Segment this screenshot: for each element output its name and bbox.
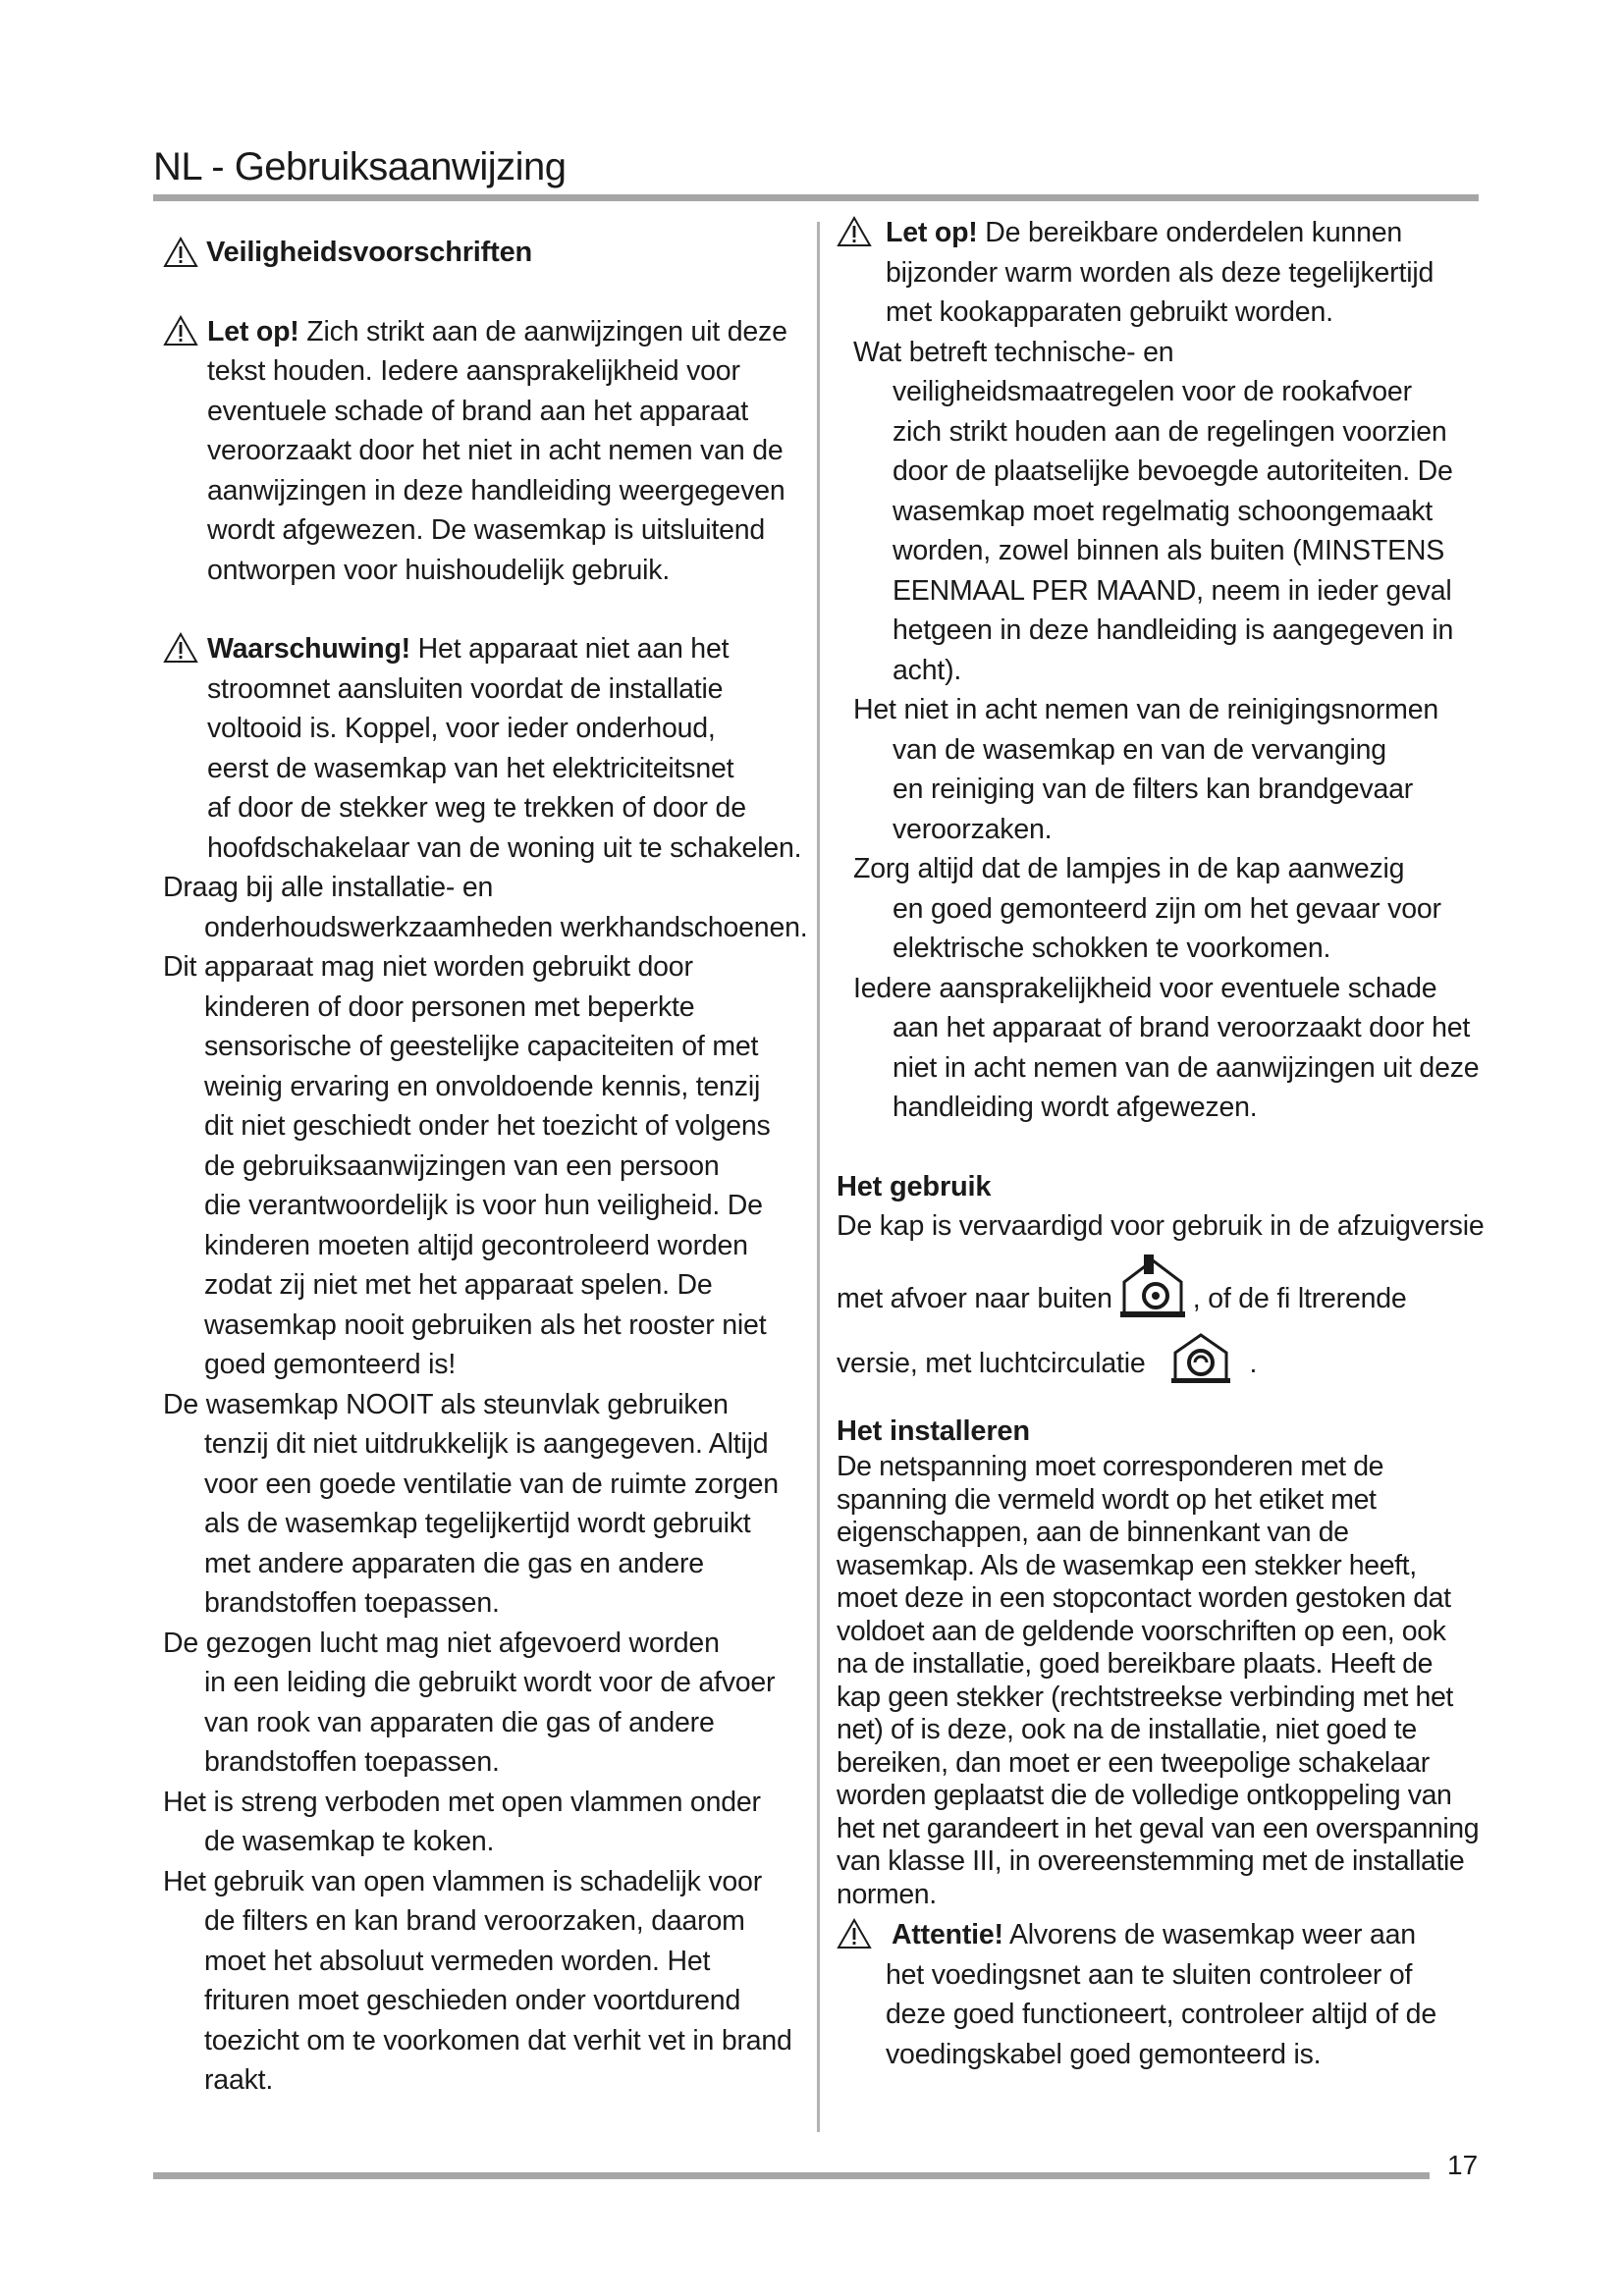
paragraph-line: onderhoudswerkzaamheden werkhandschoenen. <box>204 911 808 943</box>
notice-line: Alvorens de wasemkap weer aan <box>1008 1919 1416 1950</box>
paragraph-line: handleiding wordt afgewezen. <box>893 1092 1258 1123</box>
paragraph-line: veiligheidsmaatregelen voor de rookafvoer <box>893 376 1412 407</box>
paragraph-line: De gezogen lucht mag niet afgevoerd worden <box>163 1627 720 1659</box>
notice-line: deze goed functioneert, controleer altijd of de <box>886 1999 1436 2030</box>
paragraph-line: die verantwoordelijk is voor hun veiligheid. De <box>204 1190 763 1221</box>
paragraph-line: Draag bij alle installatie- en <box>163 872 494 903</box>
notice-line: af door de stekker weg te trekken of door de <box>207 792 746 824</box>
paragraph-line: van de wasemkap en van de vervanging <box>893 733 1386 766</box>
notice-line: Zich strikt aan de aanwijzingen uit deze <box>306 315 787 347</box>
notice-line: aanwijzingen in deze handleiding weergegeven <box>207 474 785 507</box>
notice-attentie <box>837 1915 1485 2074</box>
paragraph-line: wasemkap nooit gebruiken als het rooster niet <box>204 1308 767 1341</box>
install-line: normen. <box>837 1878 937 1910</box>
paragraph-line: door de plaatselijke bevoegde autoriteiten. De <box>893 455 1453 487</box>
paragraph-line: met andere apparaten die gas en andere <box>204 1547 704 1579</box>
paragraph-line: van rook van apparaten die gas of andere <box>204 1706 715 1738</box>
paragraph-line: Iedere aansprakelijkheid voor eventuele schade <box>853 972 1437 1004</box>
install-line: worden geplaatst die de volledige ontkoppeling van <box>837 1780 1452 1811</box>
paragraph-line: voor een goede ventilatie van de ruimte zorgen <box>204 1468 779 1500</box>
notice-label: Let op! <box>207 315 299 347</box>
notice-line: Het apparaat niet aan het <box>417 633 730 665</box>
install-line: De netspanning moet corresponderen met de <box>837 1451 1384 1482</box>
paragraph-line: zodat zij niet met het apparaat spelen. De <box>204 1269 713 1301</box>
paragraph-line: brandstoffen toepassen. <box>204 1587 500 1619</box>
install-line: moet deze in een stopcontact worden gestoken dat <box>837 1582 1451 1614</box>
paragraph-line: raakt. <box>204 2064 274 2096</box>
paragraph-line: EENMAAL PER MAAND, neem in ieder geval <box>893 574 1452 607</box>
paragraph-line: kinderen moeten altijd gecontroleerd worden <box>204 1229 748 1261</box>
paragraph-line: aan het apparaat of brand veroorzaakt door het <box>893 1012 1471 1043</box>
paragraph-line: veroorzaken. <box>893 813 1053 845</box>
paragraph-line: Het gebruik van open vlammen is schadelijk voor <box>163 1865 762 1897</box>
warning-triangle-icon <box>163 632 198 664</box>
paragraph-line: zich strikt houden aan de regelingen voorzien <box>893 415 1447 448</box>
notice-let-op <box>163 312 811 591</box>
install-line: het net garandeert in het geval van een overspanning <box>837 1812 1480 1844</box>
install-line: spanning die vermeld wordt op het etiket met <box>837 1483 1377 1516</box>
paragraph <box>139 1862 811 2101</box>
warning-triangle-icon <box>163 237 198 268</box>
notice-line: eerst de wasemkap van het elektriciteitsnet <box>207 752 734 784</box>
paragraph <box>139 1624 811 1783</box>
paragraph-line: als de wasemkap tegelijkertijd wordt gebruikt <box>204 1508 751 1539</box>
install-heading: Het installeren <box>837 1415 1030 1447</box>
notice-line: ontworpen voor huishoudelijk gebruik. <box>207 554 671 586</box>
paragraph-line: elektrische schokken te voorkomen. <box>893 933 1331 964</box>
paragraph-line: goed gemonteerd is! <box>204 1349 457 1380</box>
install-line: eigenschappen, aan de binnenkant van de <box>837 1517 1349 1548</box>
column-divider <box>817 222 820 2132</box>
paragraph-line: Zorg altijd dat de lampjes in de kap aanwezig <box>853 853 1405 884</box>
install-line: kap geen stekker (rechtstreekse verbinding met het <box>837 1681 1453 1713</box>
paragraph-line: worden, zowel binnen als buiten (MINSTENS <box>893 535 1445 566</box>
paragraph-line: kinderen of door personen met beperkte <box>204 990 695 1023</box>
paragraph <box>139 947 811 1385</box>
notice-line: het voedingsnet aan te sluiten controleer of <box>886 1958 1413 1991</box>
install-line: net) of is deze, ook na de installatie, niet goed te <box>837 1714 1417 1745</box>
paragraph <box>139 868 811 947</box>
paragraph-line: weinig ervaring en onvoldoende kennis, tenzij <box>204 1070 761 1102</box>
paragraph-line: de gebruiksaanwijzingen van een persoon <box>204 1149 720 1182</box>
install-line: wasemkap. Als de wasemkap een stekker heeft, <box>837 1549 1417 1581</box>
usage-text: . <box>1249 1348 1258 1379</box>
paragraph <box>837 690 1485 849</box>
usage-line-ducted <box>837 1253 1485 1319</box>
paragraph-line: De wasemkap NOOIT als steunvlak gebruiken <box>163 1388 729 1420</box>
install-line: na de installatie, goed bereikbare plaats. Heeft de <box>837 1648 1434 1680</box>
right-column <box>837 213 1485 2074</box>
ducted-extraction-icon <box>1118 1253 1187 1319</box>
notice-line: voedingskabel goed gemonteerd is. <box>886 2038 1322 2070</box>
paragraph-line: Wat betreft technische- en <box>853 336 1174 368</box>
warning-triangle-icon <box>837 216 872 247</box>
paragraph <box>837 849 1485 969</box>
paragraph-line: toezicht om te voorkomen dat verhit vet in brand <box>204 2024 792 2056</box>
paragraph <box>837 969 1485 1128</box>
usage-heading: Het gebruik <box>837 1170 992 1202</box>
usage-text: met afvoer naar buiten <box>837 1283 1112 1314</box>
header-rule <box>153 194 1479 201</box>
paragraph-line: Het niet in acht nemen van de reinigingsnormen <box>853 694 1438 725</box>
safety-heading-text: Veiligheidsvoorschriften <box>206 237 533 268</box>
paragraph-line: en goed gemonteerd zijn om het gevaar voor <box>893 892 1441 925</box>
usage-line: De kap is vervaardigd voor gebruik in de afzuigversie <box>837 1210 1485 1242</box>
paragraph-line: en reiniging van de filters kan brandgevaar <box>893 774 1414 805</box>
notice-line: veroorzaakt door het niet in acht nemen van de <box>207 435 784 466</box>
paragraph-line: de wasemkap te koken. <box>204 1826 495 1857</box>
notice-line: stroomnet aansluiten voordat de installatie <box>207 672 724 705</box>
notice-line: met kookapparaten gebruikt worden. <box>886 296 1333 328</box>
install-line: voldoet aan de geldende voorschriften op een, ook <box>837 1615 1446 1647</box>
left-column <box>163 233 811 2101</box>
install-text <box>837 1451 1485 1911</box>
paragraph <box>837 333 1485 691</box>
paragraph-line: frituren moet geschieden onder voortdurend <box>204 1985 741 2016</box>
notice-let-op-right <box>837 213 1485 333</box>
safety-heading <box>163 233 811 273</box>
paragraph-line: sensorische of geestelijke capaciteiten of met <box>204 1031 759 1062</box>
warning-triangle-icon <box>163 315 198 347</box>
recirculation-icon <box>1169 1329 1232 1384</box>
paragraph-line: tenzij dit niet uitdrukkelijk is aangegeven. Altijd <box>204 1428 769 1460</box>
notice-line: hoofdschakelaar van de woning uit te schakelen. <box>207 831 802 864</box>
paragraph-line: brandstoffen toepassen. <box>204 1746 500 1778</box>
paragraph-line: wasemkap moet regelmatig schoongemaakt <box>893 495 1434 527</box>
footer-rule <box>153 2172 1430 2179</box>
notice-label: Waarschuwing! <box>207 633 410 665</box>
notice-line: bijzonder warm worden als deze tegelijkertijd <box>886 256 1435 289</box>
paragraph-line: de filters en kan brand veroorzaken, daarom <box>204 1905 745 1937</box>
usage-line-filtering <box>837 1329 1485 1384</box>
notice-waarschuwing <box>163 629 811 868</box>
install-line: bereiken, dan moet er een tweepolige schakelaar <box>837 1746 1430 1779</box>
page-number: 17 <box>1447 2150 1479 2180</box>
notice-line: eventuele schade of brand aan het apparaat <box>207 395 748 427</box>
warning-triangle-icon <box>837 1918 872 1949</box>
notice-line: De bereikbare onderdelen kunnen <box>985 217 1403 248</box>
notice-line: wordt afgewezen. De wasemkap is uitsluitend <box>207 514 766 546</box>
paragraph-line: hetgeen in deze handleiding is aangegeven in <box>893 614 1454 646</box>
paragraph-line: moet het absoluut vermeden worden. Het <box>204 1945 711 1977</box>
install-line: van klasse III, in overeenstemming met de installatie <box>837 1845 1465 1877</box>
paragraph-line: in een leiding die gebruikt wordt voor de afvoer <box>204 1667 776 1698</box>
paragraph-line: acht). <box>893 654 962 686</box>
notice-label: Let op! <box>886 217 978 248</box>
usage-text: , of de fi ltrerende <box>1192 1283 1407 1314</box>
usage-text: versie, met luchtcirculatie <box>837 1348 1146 1379</box>
paragraph <box>139 1385 811 1624</box>
paragraph-line: Het is streng verboden met open vlammen onder <box>163 1786 761 1818</box>
page-title: NL - Gebruiksaanwijzing <box>153 145 567 188</box>
notice-label: Attentie! <box>892 1919 1003 1950</box>
paragraph-line: niet in acht nemen van de aanwijzingen uit deze <box>893 1051 1480 1084</box>
notice-line: voltooid is. Koppel, voor ieder onderhoud, <box>207 713 716 744</box>
paragraph <box>139 1783 811 1862</box>
notice-line: tekst houden. Iedere aansprakelijkheid voor <box>207 355 740 387</box>
paragraph-line: dit niet geschiedt onder het toezicht of volgens <box>204 1110 771 1142</box>
paragraph-line: Dit apparaat mag niet worden gebruikt door <box>163 951 693 983</box>
